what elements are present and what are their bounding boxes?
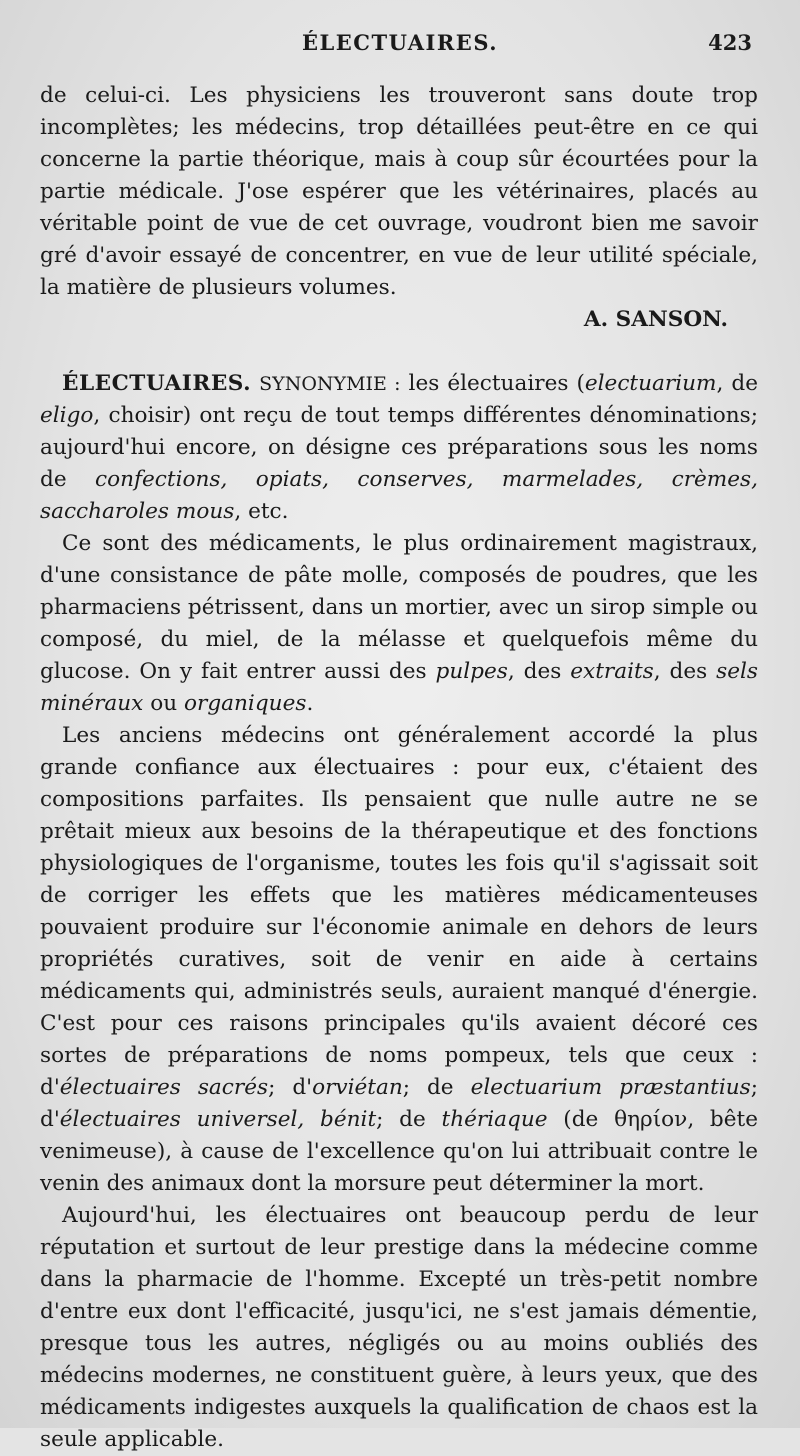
text-run: ; d' bbox=[40, 1075, 758, 1132]
text-run: ; de bbox=[402, 1075, 471, 1100]
intro-paragraph: de celui-ci. Les physiciens les trouveront sans doute trop incomplètes; les médecins, trop détaillées peut-être en ce qui concerne la partie théorique, mais à coup sûr écourtées pour la partie médicale. J'ose espérer que les vétérinaires, placés au véritable point de vue de cet ouvrage, voudront bien me savoir gré d'avoir essayé de concentrer, en vue de leur utilité spéciale, la matière de plusieurs volumes. bbox=[40, 83, 758, 300]
page-number: 423 bbox=[708, 30, 752, 55]
text-run: , choisir) ont reçu de tout temps différentes dénominations; aujourd'hui encore, on désigne ces préparations sous les noms de bbox=[40, 403, 758, 492]
article-paragraph-1 bbox=[40, 368, 758, 528]
author-signature: A. SANSON. bbox=[583, 307, 728, 332]
italic-term: orviétan bbox=[312, 1075, 403, 1100]
text-run: ; de bbox=[376, 1107, 442, 1132]
italic-term: thériaque bbox=[441, 1107, 548, 1132]
italic-term: pulpes bbox=[435, 659, 508, 684]
text-run: , etc. bbox=[234, 499, 289, 524]
text-run: (de bbox=[547, 1107, 615, 1132]
page-header bbox=[0, 30, 800, 64]
page-body bbox=[40, 80, 758, 1456]
running-title: ÉLECTUAIRES. bbox=[301, 30, 499, 55]
section-gap bbox=[40, 336, 758, 368]
article-paragraph-4: Aujourd'hui, les électuaires ont beaucoup perdu de leur réputation et surtout de leur prestige dans la médecine comme dans la pharmacie de l'homme. Excepté un très-petit nombre d'entre eux dont l'efficacité, jusqu'ici, ne s'est jamais démentie, presque tous les autres, négligés ou au moins oubliés des médecins modernes, ne constituent guère, à leurs yeux, que des médicaments indigestes auxquels la qualification de chaos est la seule applicable. bbox=[40, 1203, 758, 1452]
text-run: . bbox=[306, 691, 314, 716]
italic-term: extraits bbox=[570, 659, 654, 684]
article-paragraph-3 bbox=[40, 720, 758, 1200]
greek-word: θηρίον bbox=[614, 1107, 688, 1132]
italic-term: organiques bbox=[184, 691, 307, 716]
italic-term: sels minéraux bbox=[40, 659, 759, 716]
text-run: les électuaires ( bbox=[400, 371, 585, 396]
article-paragraph-2 bbox=[40, 528, 758, 720]
italic-term: électuaires universel, bénit bbox=[59, 1107, 377, 1132]
italic-term: confections, opiats, conserves, marmelades, crèmes, saccharoles mous bbox=[40, 467, 759, 524]
text-run: Ce sont des médicaments, le plus ordinairement magistraux, d'une consistance de pâte molle, composés de poudres, que les pharmaciens pétrissent, dans un mortier, avec un sirop simple ou composé, du miel, de la mélasse et quelquefois même du glucose. On y fait entrer aussi des bbox=[40, 531, 758, 684]
italic-term: eligo bbox=[40, 403, 94, 428]
synonym-label: SYNONYMIE : bbox=[259, 373, 401, 395]
text-run: ; d' bbox=[268, 1075, 313, 1100]
italic-term: électuaires sacrés bbox=[59, 1075, 269, 1100]
text-run: , des bbox=[653, 659, 717, 684]
text-run: , bête venimeuse), à cause de l'excellence qu'on lui attribuait contre le venin des animaux dont la morsure peut déterminer la mort. bbox=[40, 1107, 758, 1196]
text-run: , des bbox=[507, 659, 571, 684]
italic-term: electuarium præstantius bbox=[470, 1075, 751, 1100]
section-heading: ÉLECTUAIRES. bbox=[62, 371, 252, 396]
italic-term: electuarium bbox=[584, 371, 717, 396]
text-run: ou bbox=[143, 691, 184, 716]
text-run: Les anciens médecins ont généralement accordé la plus grande confiance aux électuaires : pour eux, c'étaient des compositions parfaites. Ils pensaient que nulle autre ne se prêtait mieux aux besoins de la thérapeutique et des fonctions physiologiques de l'organisme, toutes les fois qu'il s'agissait soit de corriger les effets que les matières médicamenteuses pouvaient produire sur l'économie animale en dehors de leurs propriétés curatives, soit de venir en aide à certains médicaments qui, administrés seuls, auraient manqué d'énergie. C'est pour ces raisons principales qu'ils avaient décoré ces sortes de préparations de noms pompeux, tels que ceux : d' bbox=[40, 723, 758, 1100]
text-run: , de bbox=[716, 371, 758, 396]
